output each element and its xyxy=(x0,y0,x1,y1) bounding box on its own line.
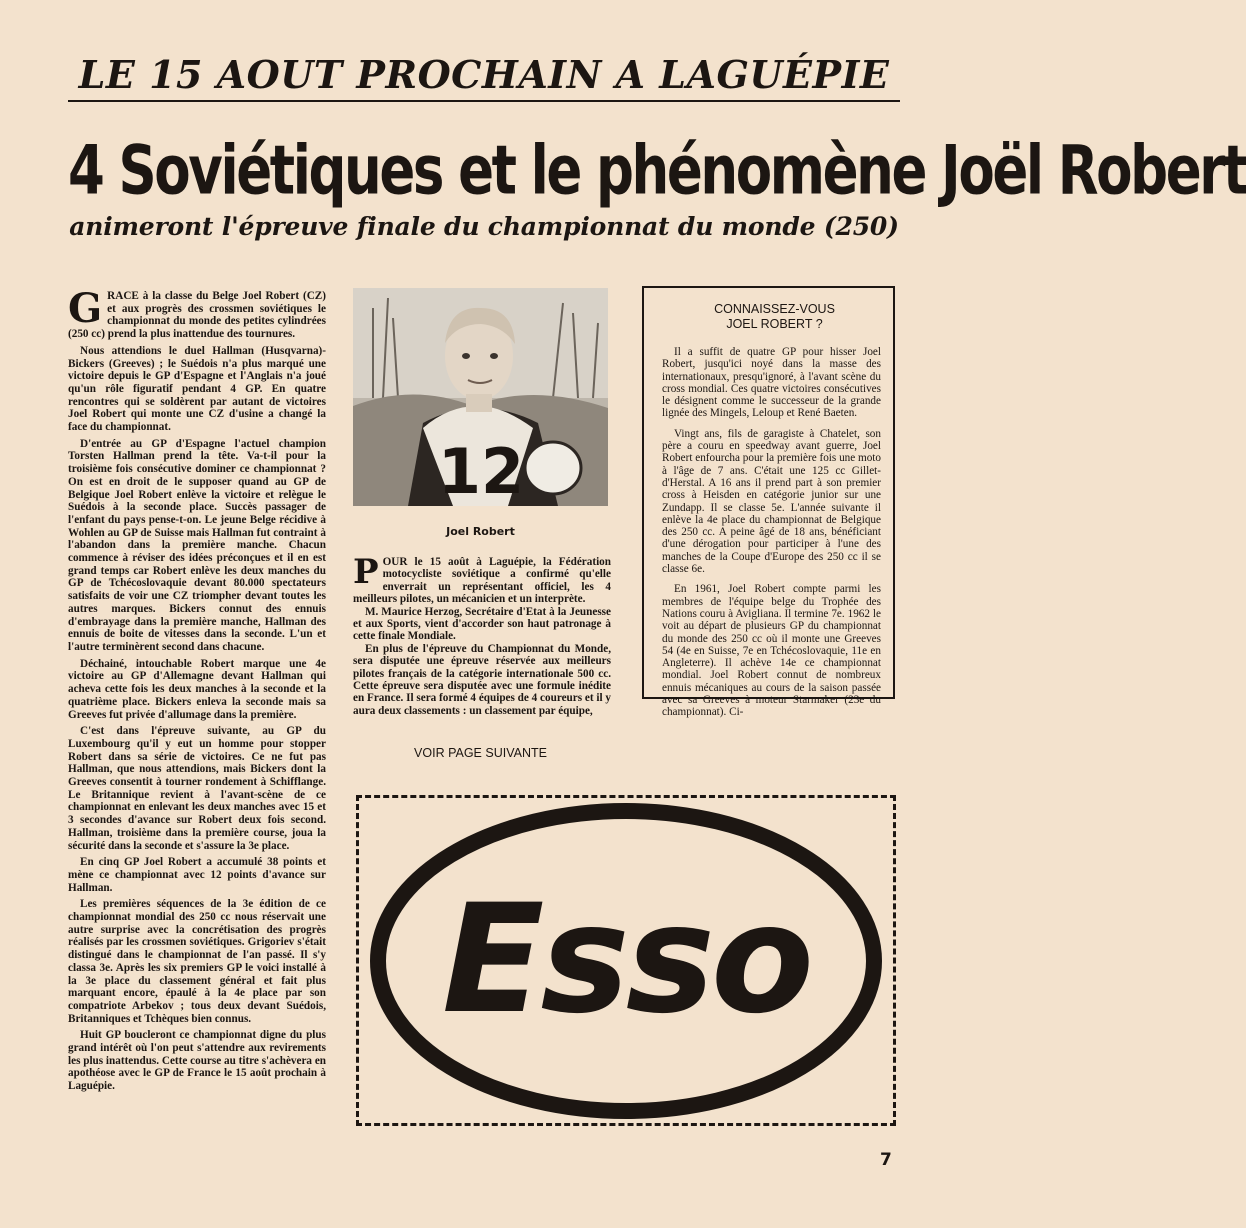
article-column-2 xyxy=(353,552,611,717)
paragraph: D'entrée au GP d'Espagne l'actuel champion Torsten Hallman prend la tête. Va-t-il pour la troisième fois consécutive dominer ce championnat ? On est en droit de le supposer quand au GP de Belgique Joel Robert enlève la victoire et relègue le Suédois à la seconde place. Succès passager de l'enfant du pays pense-t-on. Le jeune Belge récidive à Wohlen au GP de Suisse mais Hallman fut contraint à l'abandon dans la première manche. Chacun commence à réviser des idées préconçues et il en est grand temps car Robert enlève les deux manches du GP de Tchécoslovaquie devant 80.000 spectateurs satisfaits de voir une CZ triompher devant toutes les autres marques. Bickers connut des ennuis d'embrayage dans la première manche, Hallman des ennuis de boite de vitesses dans la seconde. L'un et l'autre terminèrent second dans chacune. xyxy=(68,437,326,653)
paragraph: Nous attendions le duel Hallman (Husqvarna)-Bickers (Greeves) ; le Suédois n'a plus marqué une victoire depuis le GP d'Espagne et l'Anglais n'a joué qu'un rôle figuratif pendant 4 GP. En quatre rencontres qui se soldèrent par autant de victoires Joel Robert qui monte une CZ d'usine a changé la face du championnat. xyxy=(68,344,326,434)
top-rule xyxy=(68,100,900,102)
paragraph: En cinq GP Joel Robert a accumulé 38 points et mène ce championnat avec 12 points d'avance sur Hallman. xyxy=(68,856,326,894)
sidebar-body xyxy=(662,346,881,719)
sub-headline: animeront l'épreuve finale du championnat du monde (250) xyxy=(69,212,899,241)
rider-photo xyxy=(353,288,608,506)
article-column-1 xyxy=(68,285,327,1097)
rider-portrait-icon xyxy=(353,288,608,506)
paragraph: POUR le 15 août à Laguépie, la Fédération motocycliste soviétique a confirmé qu'elle enverrait un représentant officiel, les 4 meilleurs pilotes, un mécanicien et un interprète. xyxy=(353,552,611,606)
sidebar-title xyxy=(662,302,881,332)
sidebar-box xyxy=(642,286,895,719)
drop-cap: G xyxy=(68,285,103,332)
paragraph: En 1961, Joel Robert compte parmi les membres de l'équipe belge du Trophée des Nations couru à Avigliana. Il termine 7e. 1962 le voit au départ de plusieurs GP du championnat du monde des 250 cc où il monte une Greeves 54 (4e en Suisse, 7e en Tchécoslovaquie, 11e en Angleterre). Il achève 14e ce championnat mondial. Joel Robert connut de nombreux ennuis mécaniques au cours de la saison passée avec sa Greeves à moteur Starmaker (23e du championnat). Ci- xyxy=(662,583,881,719)
paragraph: GRACE à la classe du Belge Joel Robert (CZ) et aux progrès des crossmen soviétiques le championnat du monde des petites cylindrées (250 cc) prend la plus inattendue des tournures. xyxy=(68,285,326,341)
sidebar-title-line-1: CONNAISSEZ-VOUS xyxy=(714,302,835,316)
photo-caption: Joel Robert xyxy=(446,525,515,538)
esso-advertisement xyxy=(356,795,896,1126)
paragraph: Les premières séquences de la 3e édition de ce championnat mondial des 250 cc nous réservait une autre surprise avec la concrétisation des progrès réalisés par les crossmen soviétiques. Grigoriev s'était distingué dans le championnat de l'an passé. Il s'y classa 3e. Après les six premiers GP le voici installé à la 3e place du classement général et fait plus marquant encore, épaulé à la 4e place par son compatriote Arbekov ; tous deux devant Suédois, Britanniques et Tchèques bien connus. xyxy=(68,898,326,1025)
bib-number: 12 xyxy=(437,435,525,508)
paragraph: Vingt ans, fils de garagiste à Chatelet, son père a couru en speedway avant guerre, Joel Robert enfourcha pour la première fois une moto à l'âge de 7 ans. C'était une 125 cc Gillet-d'Herstal. A 16 ans il prend part à son premier cross à Heisden en catégorie junior sur une Zundapp. Il se classe 5e. L'année suivante il enlève la 4e place du championnat de Belgique des 250 cc. A peine âgé de 18 ans, bénéficiant d'une dérogation pour participer à l'une des manches de la Coupe d'Europe des 250 cc il se classe 6e. xyxy=(662,427,882,576)
main-headline: 4 Soviétiques et le phénomène Joël Robert xyxy=(68,132,1246,211)
continued-note: VOIR PAGE SUIVANTE xyxy=(414,746,547,760)
paragraph: M. Maurice Herzog, Secrétaire d'Etat à la Jeunesse et aux Sports, vient d'accorder son haut patronage à cette finale Mondiale. xyxy=(353,605,611,643)
kicker-headline: LE 15 AOUT PROCHAIN A LAGUÉPIE xyxy=(78,52,890,97)
paragraph: Déchainé, intouchable Robert marque une 4e victoire au GP d'Allemagne devant Hallman qui acheva cette fois les deux manches à la seconde et la quatrième place. Bickers enleva la seconde mais sa Greeves fut privée d'allumage dans la première. xyxy=(68,657,326,721)
page-number: 7 xyxy=(880,1150,892,1170)
esso-logo xyxy=(359,798,893,1123)
sidebar-title-line-2: JOEL ROBERT ? xyxy=(726,317,823,331)
drop-cap: P xyxy=(353,552,379,592)
paragraph: Il a suffit de quatre GP pour hisser Joel Robert, jusqu'ici noyé dans la masse des internationaux, presqu'ignoré, à l'avant scène du cross mondial. Ces quatre victoires consécutives le désignent comme le successeur de la grande lignée des Mingels, Leloup et René Baeten. xyxy=(662,346,881,420)
paragraph: En plus de l'épreuve du Championnat du Monde, sera disputée une épreuve réservée aux meilleurs pilotes français de la catégorie internationale 500 cc. Cette épreuve sera disputée avec une formule inédite en France. Il sera formé 4 équipes de 4 coureurs et il y aura deux classements : un classement par équipe, xyxy=(353,642,611,717)
paragraph: C'est dans l'épreuve suivante, au GP du Luxembourg qu'il y eut un homme pour stopper Robert dans sa série de victoires. Ce ne fut pas Hallman, que nous attendions, mais Bickers dont la Greeves consentit à tourner rondement à Schifflange. Le Britannique revient à l'avant-scène de ce championnat en enlevant les deux manches avec 15 et 3 secondes d'avance sur Robert deux fois second. Hallman, troisième dans la première course, joua la sécurité dans la seconde et s'assure la 3e place. xyxy=(68,725,326,852)
paragraph: Huit GP boucleront ce championnat digne du plus grand intérêt où l'on peut s'attendre aux revirements les plus inattendus. Cette course au titre s'achèvera en apothéose avec le GP de France le 15 août prochain à Laguépie. xyxy=(68,1029,327,1093)
esso-wordmark: Esso xyxy=(441,873,811,1047)
